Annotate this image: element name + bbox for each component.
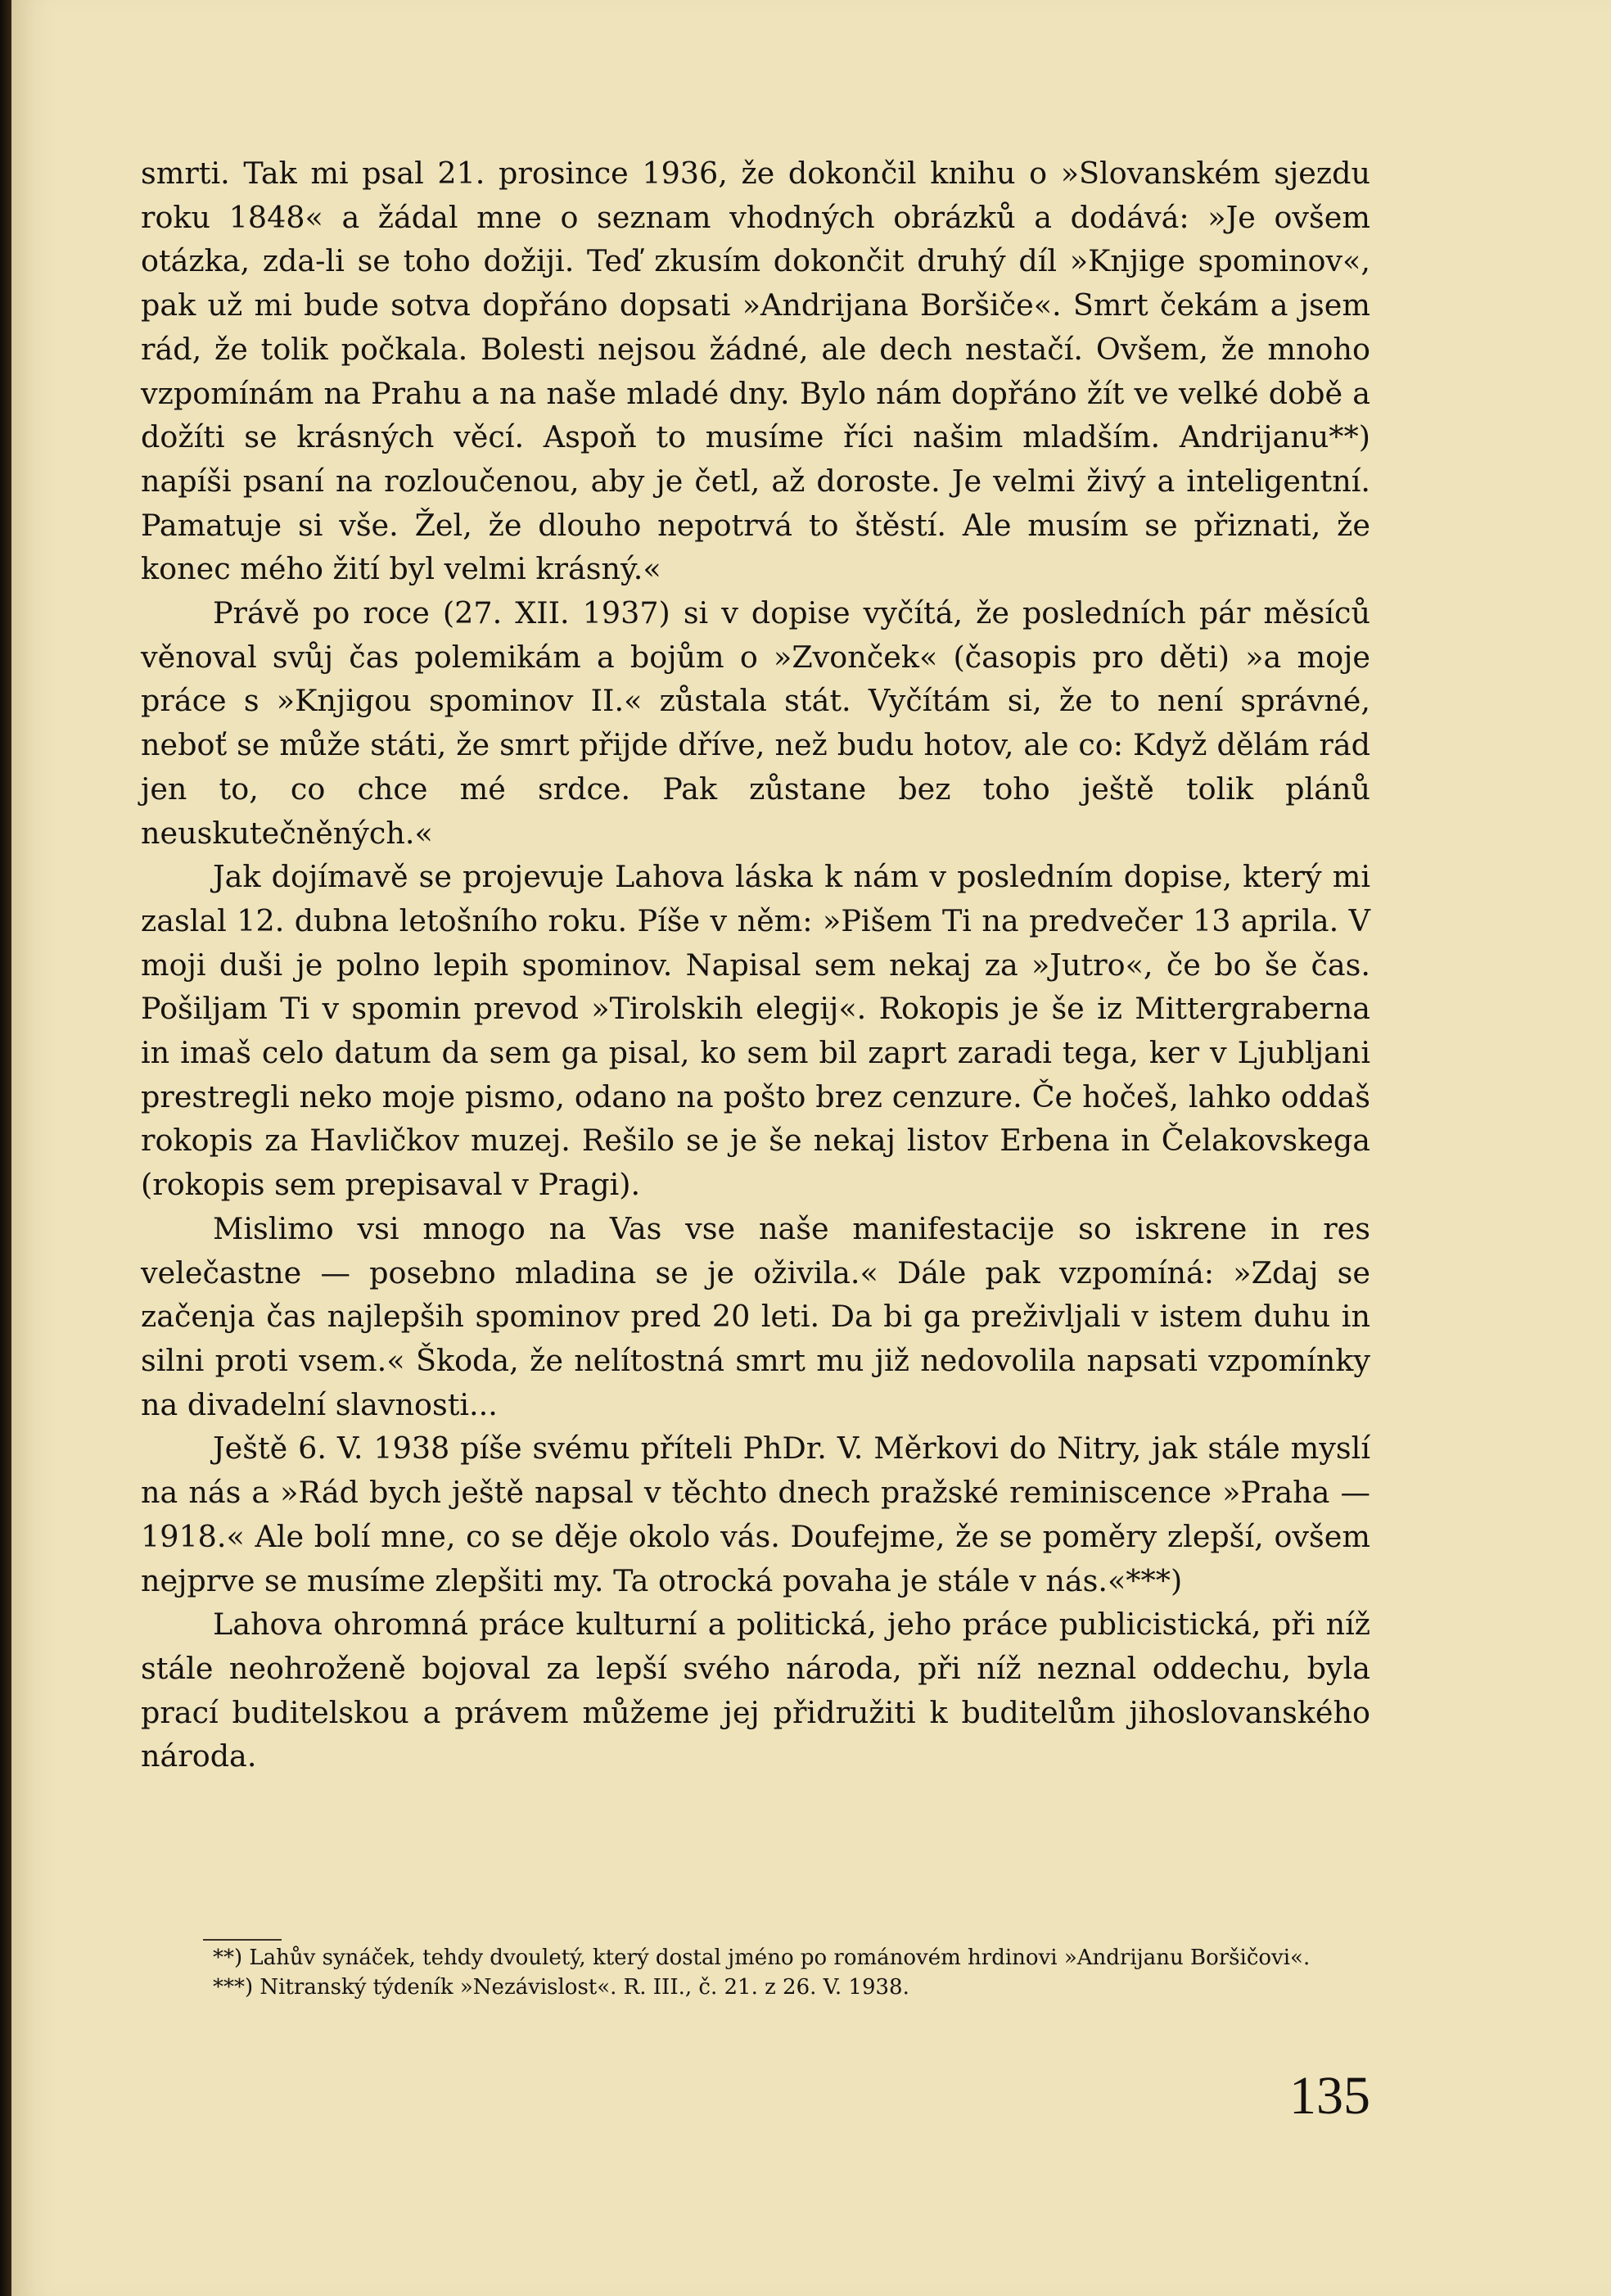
body-text [141,151,1370,1778]
footnote-2: ***) Nitranský týdeník »Nezávislost«. R. III., č. 21. z 26. V. 1938. [213,1975,909,2000]
paragraph-4: Mislimo vsi mnogo na Vas vse naše manifestacije so iskrene in res velečastne — posebno mladina se je oživila.« Dále pak vzpomíná: »Zdaj se začenja čas najlepših spominov pred 20 leti. Da bi ga preživljali v istem duhu in silni proti vsem.« Škoda, že nelítostná smrt mu již nedovolila napsati vzpomínky na divadelní slavnosti... [141,1210,1370,1422]
paragraph-3: Jak dojímavě se projevuje Lahova láska k nám v posledním dopise, který mi zaslal 12. dubna letošního roku. Píše v něm: »Pišem Ti na predvečer 13 aprila. V moji duši je polno lepih spominov. Napisal sem nekaj za »Jutro«, če bo še čas. Pošiljam Ti v spomin prevod »Tirolskih elegij«. Rokopis je še iz Mittergraberna in imaš celo datum da sem ga pisal, ko sem bil zaprt zaradi tega, ker v Ljubljani prestregli neko moje pismo, odano na pošto brez cenzure. Če hočeš, lahko oddaš rokopis za Havličkov muzej. Rešilo se je še nekaj listov Erbena in Čelakovskega (rokopis sem prepisaval v Pragi). [141,859,1370,1203]
page-number: 135 [1289,2066,1370,2126]
footnotes [141,1943,1370,2002]
paragraph-2: Právě po roce (27. XII. 1937) si v dopise vyčítá, že posledních pár měsíců věnoval svůj čas polemikám a bojům o »Zvonček« (časopis pro děti) »a moje práce s »Knjigou spominov II.« zůstala stát. Vyčítám si, že to není správné, neboť se může státi, že smrt přijde dříve, než budu hotov, ale co: Když dělám rád jen to, co chce mé srdce. Pak zůstane bez toho ještě tolik plánů neuskutečněných.« [141,595,1370,851]
footnote-divider [203,1939,282,1941]
paragraph-6: Lahova ohromná práce kulturní a politická, jeho práce publicistická, při níž stále neohroženě bojoval za lepší svého národa, při níž neznal oddechu, byla prací buditelskou a právem můžeme jej přidružiti k buditelům jihoslovanského národa. [141,1607,1370,1774]
paragraph-1: smrti. Tak mi psal 21. prosince 1936, že dokončil knihu o »Slovanském sjezdu roku 1848« a žádal mne o seznam vhodných obrázků a dodává: »Je ovšem otázka, zda-li se toho dožiji. Teď zkusím dokončit druhý díl »Knjige spominov«, pak už mi bude sotva dopřáno dopsati »Andrijana Boršiče«. Smrt čekám a jsem rád, že tolik počkala. Bolesti nejsou žádné, ale dech nestačí. Ovšem, že mnoho vzpomínám na Prahu a na naše mladé dny. Bylo nám dopřáno žít ve velké době a dožíti se krásných věcí. Aspoň to musíme říci našim mladším. Andrijanu**) napíši psaní na rozloučenou, aby je četl, až doroste. Je velmi živý a inteligentní. Pamatuje si vše. Žel, že dlouho nepotrvá to štěstí. Ale musím se přiznati, že konec mého žití byl velmi krásný.« [141,156,1370,587]
footnote-1: **) Lahův synáček, tehdy dvouletý, který dostal jméno po románovém hrdinovi »Andrijanu Boršičovi«. [213,1946,1311,1970]
paragraph-5: Ještě 6. V. 1938 píše svému příteli PhDr. V. Měrkovi do Nitry, jak stále myslí na nás a »Rád bych ještě napsal v těchto dnech pražské reminiscence »Praha — 1918.« Ale bolí mne, co se děje okolo vás. Doufejme, že se poměry zlepší, ovšem nejprve se musíme zlepšiti my. Ta otrocká povaha je stále v nás.«***) [141,1430,1370,1598]
